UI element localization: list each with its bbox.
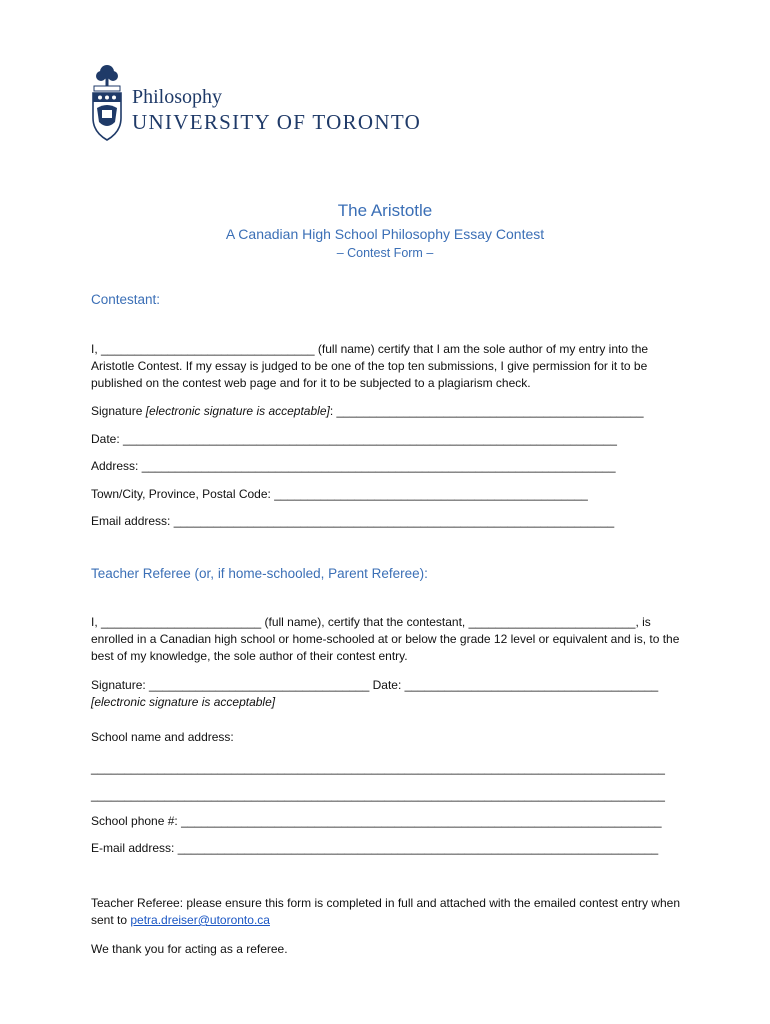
contestant-town-field[interactable]: Town/City, Province, Postal Code: _______________________________________________ xyxy=(91,487,588,501)
signature-note: [electronic signature is acceptable] xyxy=(145,404,330,418)
contact-email-link[interactable]: petra.dreiser@utoronto.ca xyxy=(130,913,270,927)
referee-signature-date-field[interactable]: Signature: _________________________________ Date: ______________________________________ xyxy=(91,678,659,692)
form-subtitle: A Canadian High School Philosophy Essay Contest xyxy=(225,226,545,242)
form-label: – Contest Form – xyxy=(336,246,434,260)
referee-certification: I, ________________________ (full name), certify that the contestant, _________________________, is enrolled in a Canadian high school or home-schooled at or below the grade 12 level or equivalent and is, to the best of my knowledge, the sole author of their contest entry. xyxy=(91,615,680,663)
contestant-certification: I, ________________________________ (full name) certify that I am the sole author of my entry into the Aristotle Contest. If my essay is judged to be one of the top ten submissions, I give permission for it to be published on the contest web page and for it to be subjected to a plagiarism check. xyxy=(91,342,649,390)
university-logo xyxy=(88,62,448,146)
form-title: The Aristotle xyxy=(337,201,433,220)
contestant-address-field[interactable]: Address: _______________________________________________________________________ xyxy=(91,459,616,473)
referee-signature-note: [electronic signature is acceptable] xyxy=(91,695,276,709)
school-name-label: School name and address: xyxy=(91,730,234,744)
contestant-date-field[interactable]: Date: __________________________________________________________________________ xyxy=(91,432,617,446)
contestant-signature-field[interactable] xyxy=(91,403,644,420)
referee-heading: Teacher Referee (or, if home-schooled, Parent Referee): xyxy=(91,566,428,581)
university-crest-icon xyxy=(88,62,126,144)
school-phone-field[interactable]: School phone #: ________________________________________________________________________ xyxy=(91,814,662,828)
referee-instructions xyxy=(91,895,681,929)
thank-you-note: We thank you for acting as a referee. xyxy=(91,942,288,956)
logo-department: Philosophy xyxy=(132,86,223,108)
referee-email-field[interactable]: E-mail address: ________________________________________________________________________ xyxy=(91,841,659,855)
contestant-email-field[interactable]: Email address: __________________________________________________________________ xyxy=(91,514,615,528)
logo-university-name: UNIVERSITY OF TORONTO xyxy=(132,110,422,134)
signature-blank: : ______________________________________________ xyxy=(329,404,644,418)
contestant-heading: Contestant: xyxy=(91,292,161,307)
signature-label: Signature xyxy=(91,404,143,418)
instructions-text: Teacher Referee: please ensure this form is completed in full and attached with the emailed contest entry when sent to xyxy=(91,896,680,927)
school-address-line-1[interactable]: ______________________________________________________________________________________ xyxy=(91,761,665,775)
school-address-line-2[interactable]: ______________________________________________________________________________________ xyxy=(91,788,665,802)
